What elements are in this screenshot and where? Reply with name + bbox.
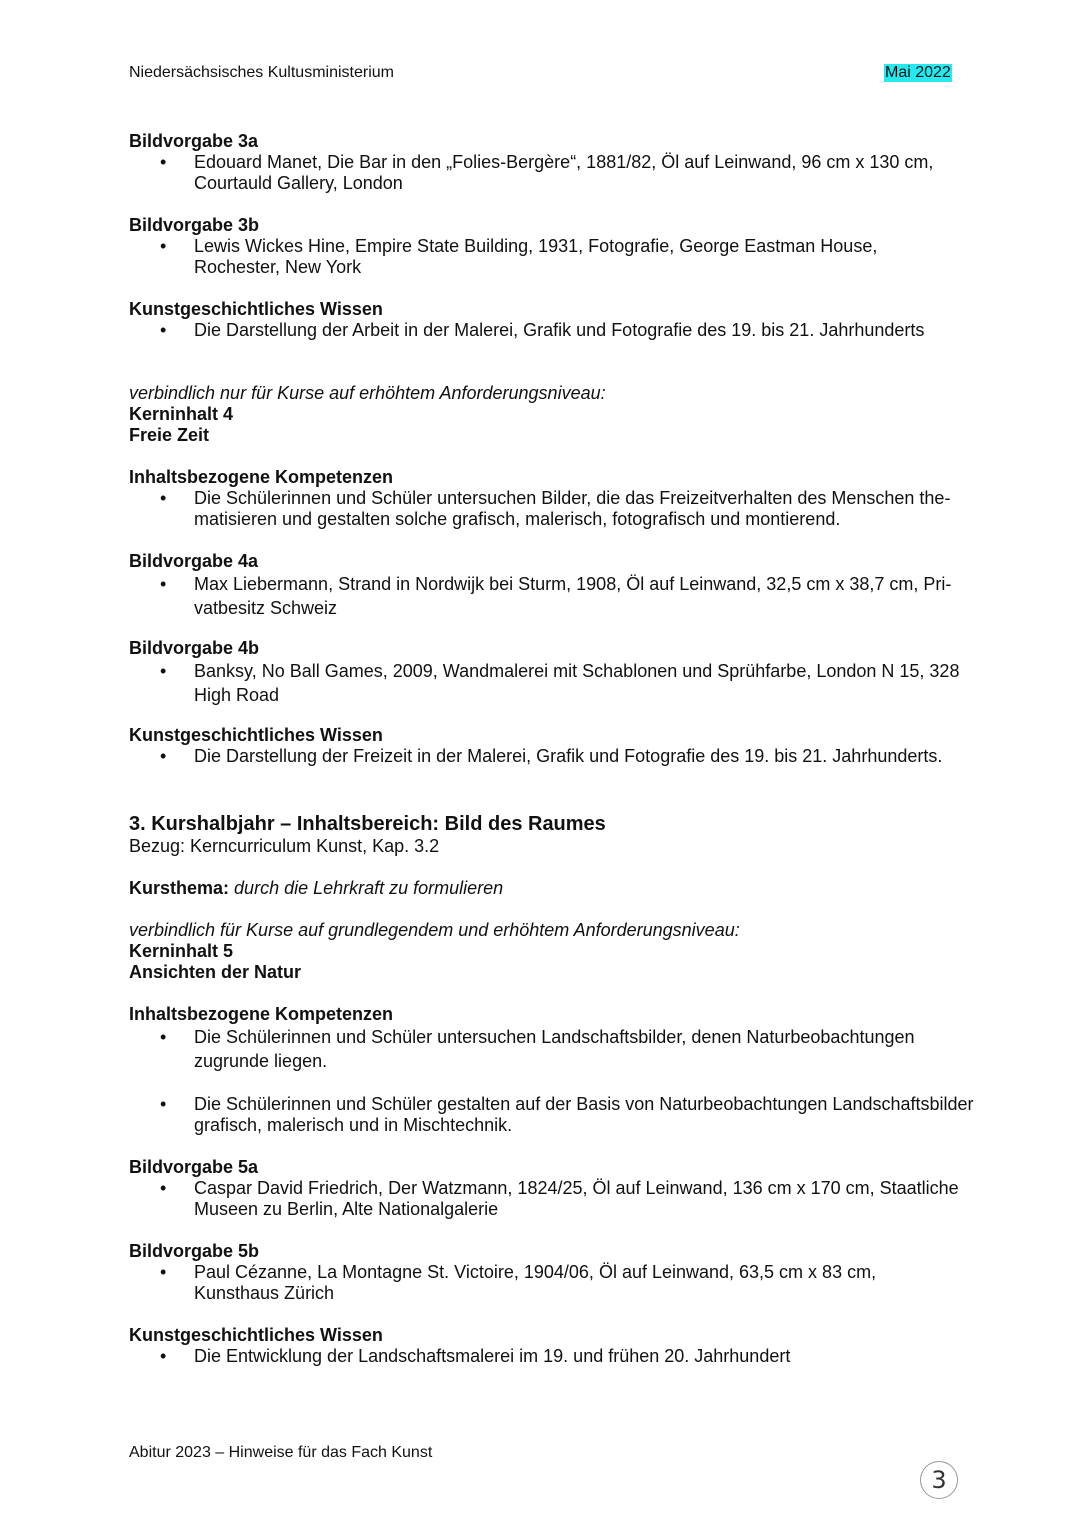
list-item-line: vatbesitz Schweiz	[194, 598, 338, 618]
kursthema-value: durch die Lehrkraft zu formulieren	[234, 878, 504, 898]
heading-bildvorgabe-3b: Bildvorgabe 3b	[129, 215, 260, 235]
list-item-line: • Die Schülerinnen und Schüler untersuchen Landschaftsbilder, denen Naturbeobachtungen	[194, 1027, 915, 1047]
section-title-3: 3. Kurshalbjahr – Inhaltsbereich: Bild des Raumes	[129, 813, 606, 835]
footer-text: Abitur 2023 – Hinweise für das Fach Kunst	[129, 1444, 433, 1461]
list-item-line: • Die Darstellung der Freizeit in der Malerei, Grafik und Fotografie des 19. bis 21. Jahrhunderts.	[194, 746, 943, 766]
kerninhalt-5-label: Kerninhalt 5	[129, 941, 234, 961]
list-item	[129, 236, 989, 278]
list-item-line: • Die Schülerinnen und Schüler gestalten auf der Basis von Naturbeobachtungen Landschaftsbilder	[194, 1094, 974, 1114]
kerninhalt-4-label: Kerninhalt 4	[129, 404, 234, 424]
list-item	[129, 320, 989, 341]
header-date: Mai 2022	[885, 64, 951, 81]
list-item-line: • Lewis Wickes Hine, Empire State Building, 1931, Fotografie, George Eastman House,	[194, 236, 878, 256]
list-item-line: • Banksy, No Ball Games, 2009, Wandmalerei mit Schablonen und Sprühfarbe, London N 15, 328	[194, 661, 960, 681]
kursthema-label: Kursthema:	[129, 878, 230, 898]
list-item	[129, 152, 989, 194]
list-item	[129, 1025, 989, 1073]
kerninhalt-5-title: Ansichten der Natur	[129, 962, 302, 982]
heading-kompetenzen-4: Inhaltsbezogene Kompetenzen	[129, 467, 394, 487]
heading-bildvorgabe-4a: Bildvorgabe 4a	[129, 551, 259, 571]
heading-bildvorgabe-5a: Bildvorgabe 5a	[129, 1157, 259, 1177]
list-item-line: Museen zu Berlin, Alte Nationalgalerie	[194, 1199, 499, 1219]
header-ministry: Niedersächsisches Kultusministerium	[129, 64, 394, 81]
heading-bildvorgabe-4b: Bildvorgabe 4b	[129, 638, 260, 658]
list-item-line: zugrunde liegen.	[194, 1051, 328, 1071]
list-item	[129, 746, 989, 767]
list-item-line: Rochester, New York	[194, 257, 362, 277]
heading-kunstgeschichte-5: Kunstgeschichtliches Wissen	[129, 1325, 383, 1345]
list-item-line: Courtauld Gallery, London	[194, 173, 403, 193]
section-reference: Bezug: Kerncurriculum Kunst, Kap. 3.2	[129, 836, 440, 856]
list-item-line: Kunsthaus Zürich	[194, 1283, 335, 1303]
list-item-line: • Die Entwicklung der Landschaftsmalerei im 19. und frühen 20. Jahrhundert	[194, 1346, 791, 1366]
heading-kompetenzen-5: Inhaltsbezogene Kompetenzen	[129, 1004, 394, 1024]
list-item-line: • Die Schülerinnen und Schüler untersuchen Bilder, die das Freizeitverhalten des Menschen the-	[194, 488, 951, 508]
list-item-line: • Max Liebermann, Strand in Nordwijk bei Sturm, 1908, Öl auf Leinwand, 32,5 cm x 38,7 cm, Pri-	[194, 574, 952, 594]
list-item-line: High Road	[194, 685, 280, 705]
list-item-line: • Edouard Manet, Die Bar in den „Folies-Bergère“, 1881/82, Öl auf Leinwand, 96 cm x 130 cm,	[194, 152, 934, 172]
document-body	[129, 131, 989, 1367]
list-item-line: matisieren und gestalten solche grafisch, malerisch, fotografisch und montierend.	[194, 509, 841, 529]
list-item	[129, 1178, 989, 1220]
list-item-line: • Die Darstellung der Arbeit in der Malerei, Grafik und Fotografie des 19. bis 21. Jahrhunderts	[194, 320, 925, 340]
list-item-line: • Caspar David Friedrich, Der Watzmann, 1824/25, Öl auf Leinwand, 136 cm x 170 cm, Staatliche	[194, 1178, 959, 1198]
binding-note-5: verbindlich für Kurse auf grundlegendem und erhöhtem Anforderungsniveau:	[129, 920, 740, 940]
heading-bildvorgabe-5b: Bildvorgabe 5b	[129, 1241, 260, 1261]
list-item	[129, 488, 989, 530]
heading-kunstgeschichte-4: Kunstgeschichtliches Wissen	[129, 725, 383, 745]
list-item-line: grafisch, malerisch und in Mischtechnik.	[194, 1115, 513, 1135]
list-item	[129, 572, 989, 620]
kerninhalt-4-title: Freie Zeit	[129, 425, 210, 445]
list-item	[129, 1262, 989, 1304]
list-item	[129, 1094, 989, 1136]
list-item	[129, 1346, 989, 1367]
list-item	[129, 659, 989, 707]
list-item-line: • Paul Cézanne, La Montagne St. Victoire, 1904/06, Öl auf Leinwand, 63,5 cm x 83 cm,	[194, 1262, 877, 1282]
binding-note-4: verbindlich nur für Kurse auf erhöhtem Anforderungsniveau:	[129, 383, 606, 403]
heading-kunstgeschichte-3: Kunstgeschichtliches Wissen	[129, 299, 383, 319]
page-number: 3	[920, 1461, 958, 1499]
heading-bildvorgabe-3a: Bildvorgabe 3a	[129, 131, 259, 151]
kursthema-line	[129, 878, 989, 899]
